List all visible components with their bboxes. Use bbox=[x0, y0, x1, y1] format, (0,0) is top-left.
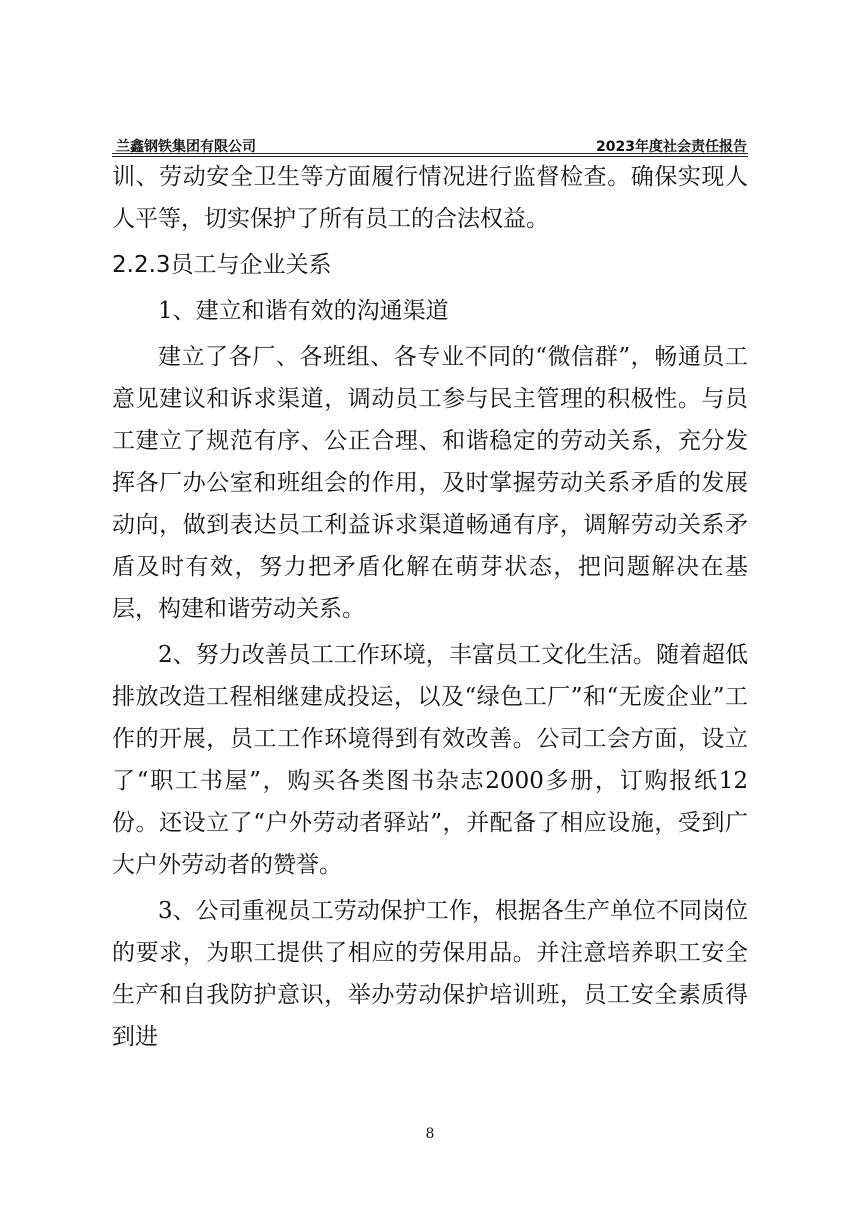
continuation-paragraph: 训、劳动安全卫生等方面履行情况进行监督检查。确保实现人人平等，切实保护了所有员工的合法权益。 bbox=[112, 164, 748, 232]
item2-paragraph: 2、努力改善员工工作环境，丰富员工文化生活。随着超低排放改造工程相继建成投运，以及“绿色工厂”和“无废企业”工作的开展，员工工作环境得到有效改善。公司工会方面，设立了“职工书屋”，购买各类图书杂志2000多册，订购报纸12份。还设立了“户外劳动者驿站”，并配备了相应设施，受到广大户外劳动者的赞誉。 bbox=[112, 642, 748, 878]
header-company-name: 兰鑫钢铁集团有限公司 bbox=[116, 139, 256, 155]
header-report-title: 2023年度社会责任报告 bbox=[596, 139, 747, 155]
item3-paragraph: 3、公司重视员工劳动保护工作，根据各生产单位不同岗位的要求，为职工提供了相应的劳保用品。并注意培养职工安全生产和自我防护意识，举办劳动保护培训班，员工安全素质得到进 bbox=[112, 898, 748, 1050]
item1-title: 1、建立和谐有效的沟通渠道 bbox=[158, 298, 449, 324]
page-number: 8 bbox=[425, 1126, 435, 1142]
item1-paragraph: 建立了各厂、各班组、各专业不同的“微信群”，畅通员工意见建议和诉求渠道，调动员工参与民主管理的积极性。与员工建立了规范有序、公正合理、和谐稳定的劳动关系，充分发挥各厂办公室和班组会的作用，及时掌握劳动关系矛盾的发展动向，做到表达员工利益诉求渠道畅通有序，调解劳动关系矛盾及时有效，努力把矛盾化解在萌芽状态，把问题解决在基层，构建和谐劳动关系。 bbox=[112, 344, 748, 622]
document-body bbox=[112, 156, 748, 1058]
section-heading: 2.2.3员工与企业关系 bbox=[112, 252, 332, 278]
